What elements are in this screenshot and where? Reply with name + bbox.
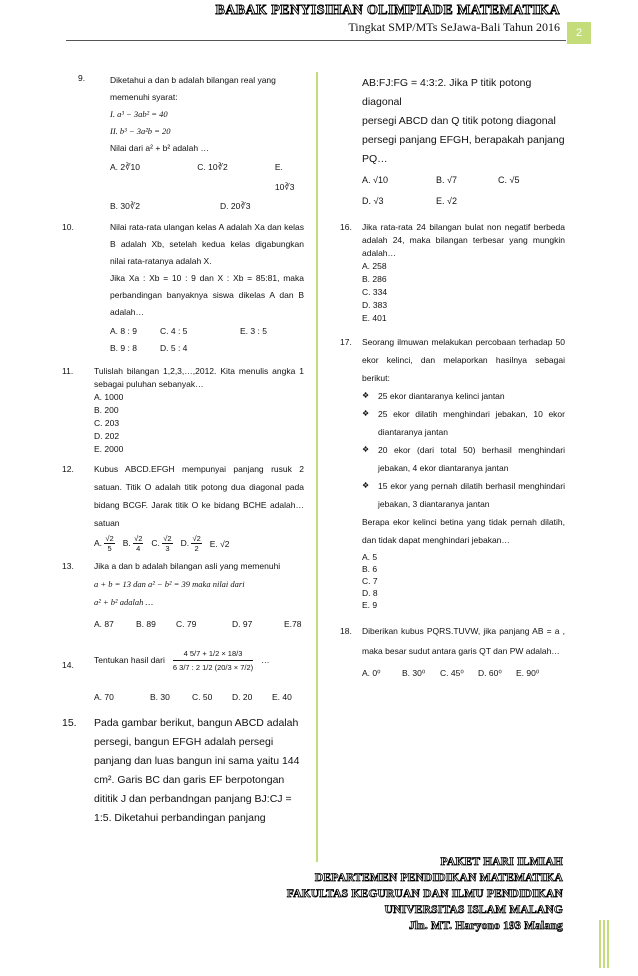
- option-e[interactable]: E. 10∛3: [274, 162, 295, 192]
- bullet-2: ❖ 25 ekor dilatih menghindari jebakan, 10 ekor diantaranya jantan: [362, 405, 565, 441]
- option-d[interactable]: D. 8: [362, 588, 378, 598]
- option-d[interactable]: D. 60⁰: [478, 668, 502, 678]
- expression-denominator: 6 3/7 : 2 1/2 (20/3 × 7/2): [172, 662, 254, 672]
- question-line-7: AB:FJ:FG = 4:3:2. Jika P titik potong diagonal: [362, 77, 532, 108]
- question-text: Diketahui a dan b adalah bilangan real yang memenuhi syarat:: [110, 75, 276, 102]
- question-ask: Berapa ekor kelinci betina yang tidak pernah dilatih, dan tidak dapat menghindari jebakan…: [362, 517, 565, 545]
- question-12: [62, 460, 304, 553]
- question-10: [62, 219, 304, 357]
- question-line-9: persegi panjang EFGH, berapakah panjang: [362, 134, 565, 146]
- question-number: 9.: [78, 73, 86, 83]
- header-rule: [66, 40, 566, 41]
- equation-2: II. b³ − 3a²b = 20: [110, 126, 171, 136]
- option-e[interactable]: E. 2000: [94, 444, 124, 454]
- footer-line-3: FAKULTAS KEGURUAN DAN ILMU PENDIDIKAN: [286, 888, 563, 900]
- option-b[interactable]: B. √7: [436, 175, 457, 185]
- option-e[interactable]: E. 40: [272, 692, 292, 703]
- question-16: [340, 221, 565, 325]
- equation-1: I. a³ − 3ab² = 40: [110, 109, 168, 119]
- question-number: 15.: [62, 717, 77, 730]
- header-title: BABAK PENYISIHAN OLIMPIADE MATEMATIKA: [215, 3, 560, 18]
- option-b[interactable]: B. 30⁰: [402, 668, 426, 678]
- question-text-2: Jika Xa : Xb = 10 : 9 dan X : Xb = 85:81, maka perbandingan banyaknya siswa dikelas A dan B adalah…: [110, 273, 304, 317]
- question-text: Seorang ilmuwan melakukan percobaan terhadap 50 ekor kelinci, dan melaporkan hasilnya sebagai berikut:: [362, 337, 565, 383]
- bullet-1: ❖ 25 ekor diantaranya kelinci jantan: [362, 387, 565, 405]
- option-d[interactable]: D. 202: [94, 431, 120, 441]
- option-b[interactable]: B. 30: [150, 692, 170, 703]
- question-line-8: persegi ABCD dan Q titik potong diagonal: [362, 115, 556, 127]
- question-ask: Nilai dari a² + b² adalah …: [110, 143, 209, 153]
- footer-line-4: UNIVERSITAS ISLAM MALANG: [384, 904, 563, 916]
- left-column: [62, 72, 304, 832]
- option-a[interactable]: A. 87: [94, 619, 114, 630]
- question-number: 18.: [340, 626, 352, 636]
- option-a[interactable]: A. $\frac{√2}{5}$: [94, 534, 114, 554]
- question-line-1: Pada gambar berikut, bangun ABCD adalah: [94, 717, 299, 730]
- option-a[interactable]: A. 1000: [94, 392, 124, 402]
- column-divider: [316, 72, 318, 862]
- option-a[interactable]: A. 2∛10: [110, 162, 140, 172]
- question-line-2: persegi, bangun EFGH adalah persegi: [94, 736, 274, 749]
- option-d[interactable]: D. 20: [232, 692, 253, 703]
- option-a[interactable]: A. 258: [362, 261, 387, 271]
- option-a[interactable]: A. 70: [94, 692, 114, 703]
- question-number: 14.: [62, 660, 74, 671]
- option-c[interactable]: C. 10∛2: [197, 162, 228, 172]
- question-text: Tulislah bilangan 1,2,3,…,2012. Kita menulis angka 1 sebagai puluhan sebanyak…: [94, 366, 304, 389]
- question-13: [62, 557, 304, 633]
- option-c[interactable]: C. $\frac{√2}{3}$: [151, 534, 172, 554]
- question-line-5: dititik J dan perbandngan panjang BJ:CJ =: [94, 793, 292, 806]
- option-a[interactable]: A. 8 : 9: [110, 326, 137, 336]
- option-d[interactable]: D. $\frac{√2}{2}$: [180, 534, 201, 554]
- question-line-10: PQ…: [362, 153, 388, 165]
- option-c[interactable]: C. 4 : 5: [160, 326, 188, 336]
- question-line-3: panjang dan luas bangun ini sama yaitu 144: [94, 755, 300, 768]
- question-ask: a² + b² adalah …: [94, 597, 154, 608]
- option-e[interactable]: E. 90⁰: [516, 668, 540, 678]
- footer-line-2: DEPARTEMEN PENDIDIKAN MATEMATIKA: [314, 872, 563, 884]
- question-9: [78, 72, 304, 215]
- bullet-3: ❖ 20 ekor (dari total 50) berhasil menghindari jebakan, 4 ekor diantaranya jantan: [362, 441, 565, 477]
- option-c[interactable]: C. 45⁰: [440, 668, 464, 678]
- question-line-6: 1:5. Diketahui perbandingan panjang: [94, 812, 266, 825]
- question-18: [340, 621, 565, 683]
- ellipsis: …: [261, 654, 270, 665]
- option-b[interactable]: B. 30∛2: [110, 201, 140, 211]
- option-c[interactable]: C. 50: [192, 692, 213, 703]
- question-number: 16.: [340, 222, 352, 232]
- option-d[interactable]: D. 383: [362, 300, 388, 310]
- header-subtitle: Tingkat SMP/MTs SeJawa-Bali Tahun 2016: [348, 20, 560, 34]
- question-text: Diberikan kubus PQRS.TUVW, jika panjang AB = a , maka besar sudut antara garis QT dan PW adalah…: [362, 626, 565, 656]
- question-11: [62, 365, 304, 456]
- decor-bar-3: [607, 920, 609, 968]
- option-c[interactable]: C. 334: [362, 287, 388, 297]
- question-15-continued: [340, 74, 565, 211]
- question-text: Jika rata-rata 24 bilangan bulat non negatif berbeda adalah 24, maka bilangan terbesar yang mungkin adalah…: [362, 222, 565, 258]
- option-b[interactable]: B. 6: [362, 564, 378, 574]
- question-line-4: cm². Garis BC dan garis EF berpotongan: [94, 774, 285, 787]
- option-b[interactable]: B. 200: [94, 405, 119, 415]
- option-d[interactable]: D. 5 : 4: [160, 343, 188, 353]
- page-number: 2: [567, 22, 591, 44]
- option-e[interactable]: E. √2: [209, 538, 230, 549]
- option-d[interactable]: D. 97: [232, 619, 253, 630]
- option-b[interactable]: B. 9 : 8: [110, 343, 137, 353]
- question-text: Jika a dan b adalah bilangan asli yang memenuhi: [94, 561, 281, 572]
- option-b[interactable]: B. $\frac{√2}{4}$: [122, 534, 143, 554]
- question-number: 17.: [340, 337, 352, 347]
- bullet-4: ❖ 15 ekor yang pernah dilatih berhasil menghindari jebakan, 3 diantaranya jantan: [362, 477, 565, 513]
- question-15: [62, 714, 304, 828]
- right-column: [340, 74, 565, 687]
- option-a[interactable]: A. 5: [362, 552, 378, 562]
- option-b[interactable]: B. 286: [362, 274, 387, 284]
- option-e[interactable]: E. 9: [362, 600, 378, 610]
- option-e[interactable]: E. √2: [436, 196, 457, 206]
- question-text: Tentukan hasil dari: [94, 654, 165, 665]
- option-e[interactable]: E. 401: [362, 313, 387, 323]
- decor-bar-1: [599, 920, 601, 968]
- option-c[interactable]: C. 7: [362, 576, 378, 586]
- footer-line-5: Jln. MT. Haryono 193 Malang: [408, 920, 563, 932]
- expression-numerator: 4 5/7 + 1/2 × 18/3: [173, 647, 253, 661]
- option-d[interactable]: D. √3: [362, 196, 384, 206]
- option-d[interactable]: D. 20∛3: [220, 201, 251, 211]
- question-number: 12.: [62, 464, 74, 474]
- option-e[interactable]: E. 3 : 5: [240, 326, 267, 336]
- question-number: 11.: [62, 366, 74, 376]
- question-text: Nilai rata-rata ulangan kelas A adalah Xa dan kelas B adalah Xb, setelah kedua kelas digabungkan nilai rata-ratanya adalah X.: [110, 222, 304, 266]
- option-c[interactable]: C. 79: [176, 619, 197, 630]
- question-number: 10.: [62, 222, 74, 232]
- footer-line-1: PAKET HARI ILMIAH: [440, 856, 563, 868]
- question-number: 13.: [62, 561, 74, 572]
- option-e[interactable]: E.78: [284, 619, 302, 630]
- option-c[interactable]: C. 203: [94, 418, 120, 428]
- question-17: [340, 333, 565, 611]
- question-14: [62, 639, 304, 704]
- option-a[interactable]: A. 0⁰: [362, 668, 381, 678]
- decor-bar-2: [603, 920, 605, 968]
- equation: a + b = 13 dan a² − b² = 39 maka nilai dari: [94, 579, 245, 590]
- options-row: [78, 534, 304, 553]
- option-b[interactable]: B. 89: [136, 619, 156, 630]
- option-a[interactable]: A. √10: [362, 175, 388, 185]
- expression-fraction: [173, 647, 253, 674]
- question-text: Kubus ABCD.EFGH mempunyai panjang rusuk 2 satuan. Titik O adalah titik potong dua diagonal pada bidang BCGF. Jarak titik O ke bidang BCHE adalah… satuan: [94, 464, 304, 528]
- option-c[interactable]: C. √5: [498, 175, 520, 185]
